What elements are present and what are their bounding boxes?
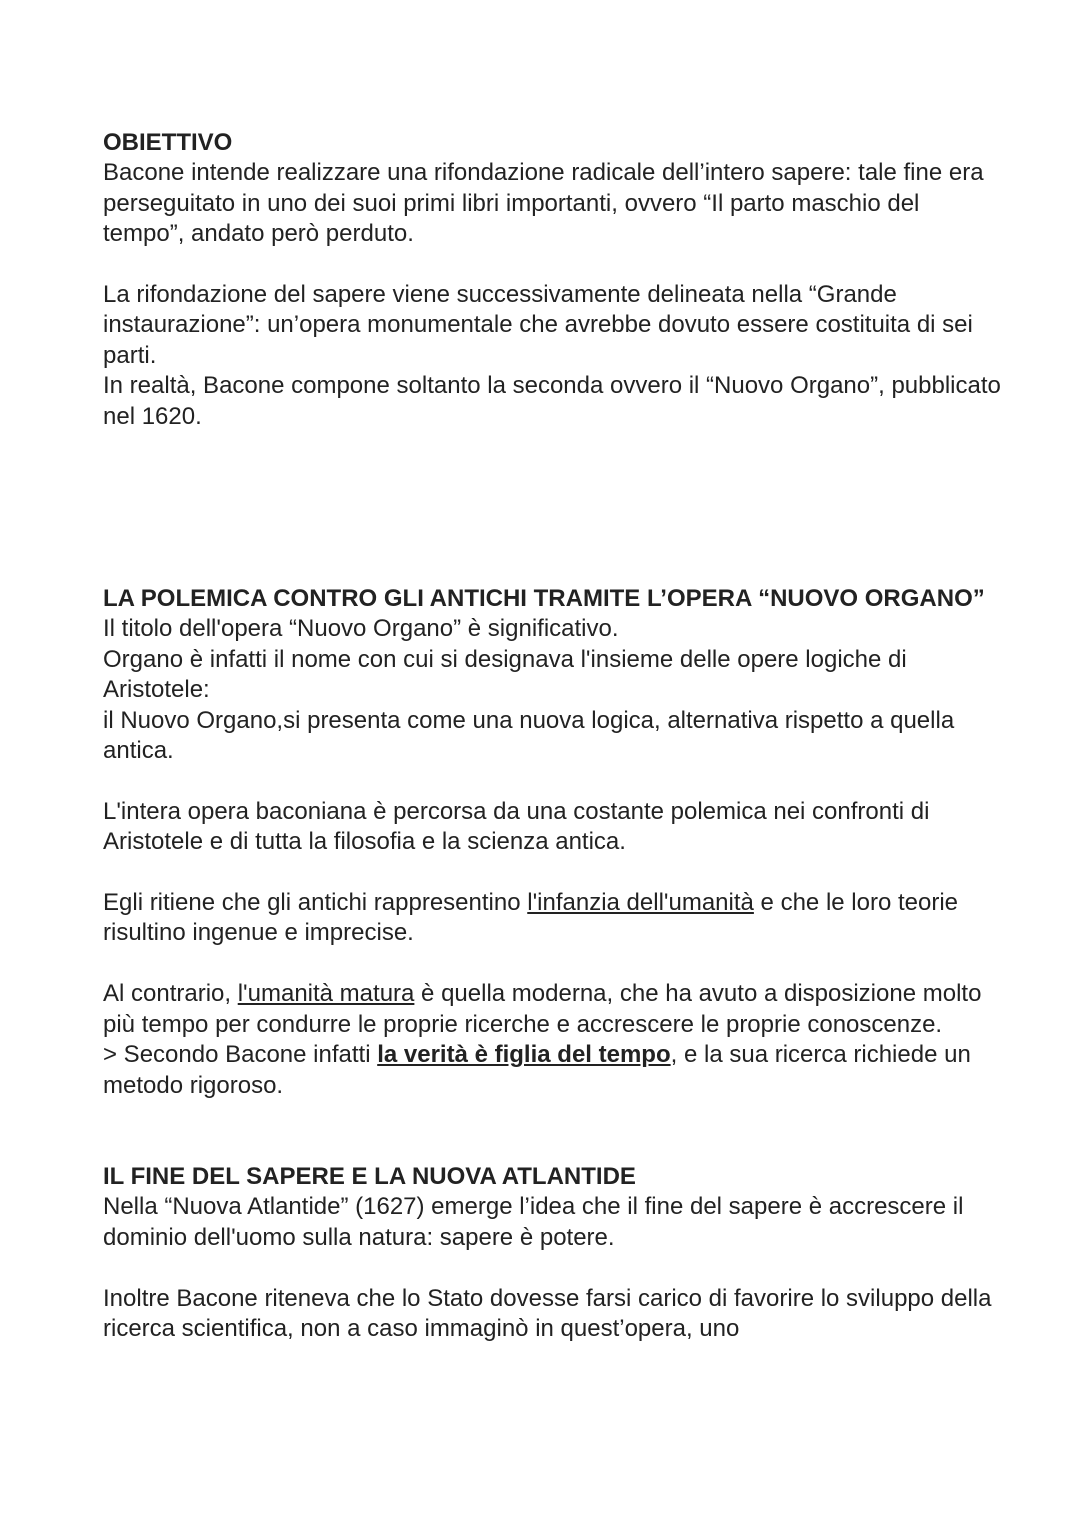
section-heading-polemica: LA POLEMICA CONTRO GLI ANTICHI TRAMITE L’OPERA “NUOVO ORGANO”	[103, 585, 985, 613]
paragraph-gap	[103, 250, 1003, 280]
paragraph-gap	[103, 949, 1003, 979]
paragraph: il Nuovo Organo,si presenta come una nuova logica, alternativa rispetto a quella antica.	[103, 706, 955, 765]
paragraph-gap	[103, 858, 1003, 888]
paragraph: In realtà, Bacone compone soltanto la seconda ovvero il “Nuovo Organo”, pubblicato nel 1620.	[103, 372, 1001, 430]
paragraph: La rifondazione del sapere viene successivamente delineata nella “Grande instaurazione”: un’opera monumentale che avrebbe dovuto essere costituita di sei parti.	[103, 281, 973, 369]
section-gap	[103, 432, 1003, 584]
paragraph: Il titolo dell'opera “Nuovo Organo” è significativo.	[103, 615, 619, 643]
paragraph: Inoltre Bacone riteneva che lo Stato dovesse farsi carico di favorire lo sviluppo della ricerca scientifica, non a caso immaginò in quest’opera, uno	[103, 1284, 992, 1342]
underlined-phrase: l'umanità matura	[237, 980, 415, 1008]
paragraph-gap	[103, 766, 1003, 796]
paragraph: Organo è infatti il nome con cui si designava l'insieme delle opere logiche di Aristotele:	[103, 645, 907, 704]
paragraph: L'intera opera baconiana è percorsa da una costante polemica nei confronti di Aristotele e di tutta la filosofia e la scienza antica.	[103, 797, 930, 856]
paragraph	[103, 1040, 1003, 1101]
underlined-phrase: l'infanzia dell'umanità	[527, 889, 754, 917]
text-run: Egli ritiene che gli antichi rappresentino	[103, 889, 528, 917]
paragraph-gap	[103, 1253, 1003, 1283]
paragraph: Bacone intende realizzare una rifondazione radicale dell’intero sapere: tale fine era perseguitato in uno dei suoi primi libri importanti, ovvero “Il parto maschio del tempo”, andato però perduto.	[103, 159, 984, 248]
text-run: e che le loro teorie risultino ingenue e imprecise.	[103, 889, 959, 947]
paragraph	[103, 888, 1003, 949]
document-page	[103, 128, 1003, 1344]
text-run: è quella moderna, che ha avuto a disposizione molto più tempo per condurre le proprie ricerche e accrescere le proprie conoscenze.	[103, 980, 982, 1038]
bold-underlined-phrase: la verità è figlia del tempo	[377, 1041, 671, 1069]
text-run: Al contrario,	[103, 980, 238, 1008]
paragraph	[103, 979, 1003, 1040]
text-run: > Secondo Bacone infatti	[103, 1041, 378, 1069]
section-heading-obiettivo: OBIETTIVO	[103, 129, 233, 156]
paragraph: Nella “Nuova Atlantide” (1627) emerge l’idea che il fine del sapere è accrescere il dominio dell'uomo sulla natura: sapere è potere.	[103, 1193, 964, 1251]
section-heading-fine-del-sapere: IL FINE DEL SAPERE E LA NUOVA ATLANTIDE	[103, 1162, 636, 1190]
text-run: , e la sua ricerca richiede un metodo rigoroso.	[103, 1041, 971, 1099]
section-gap	[103, 1101, 1003, 1162]
